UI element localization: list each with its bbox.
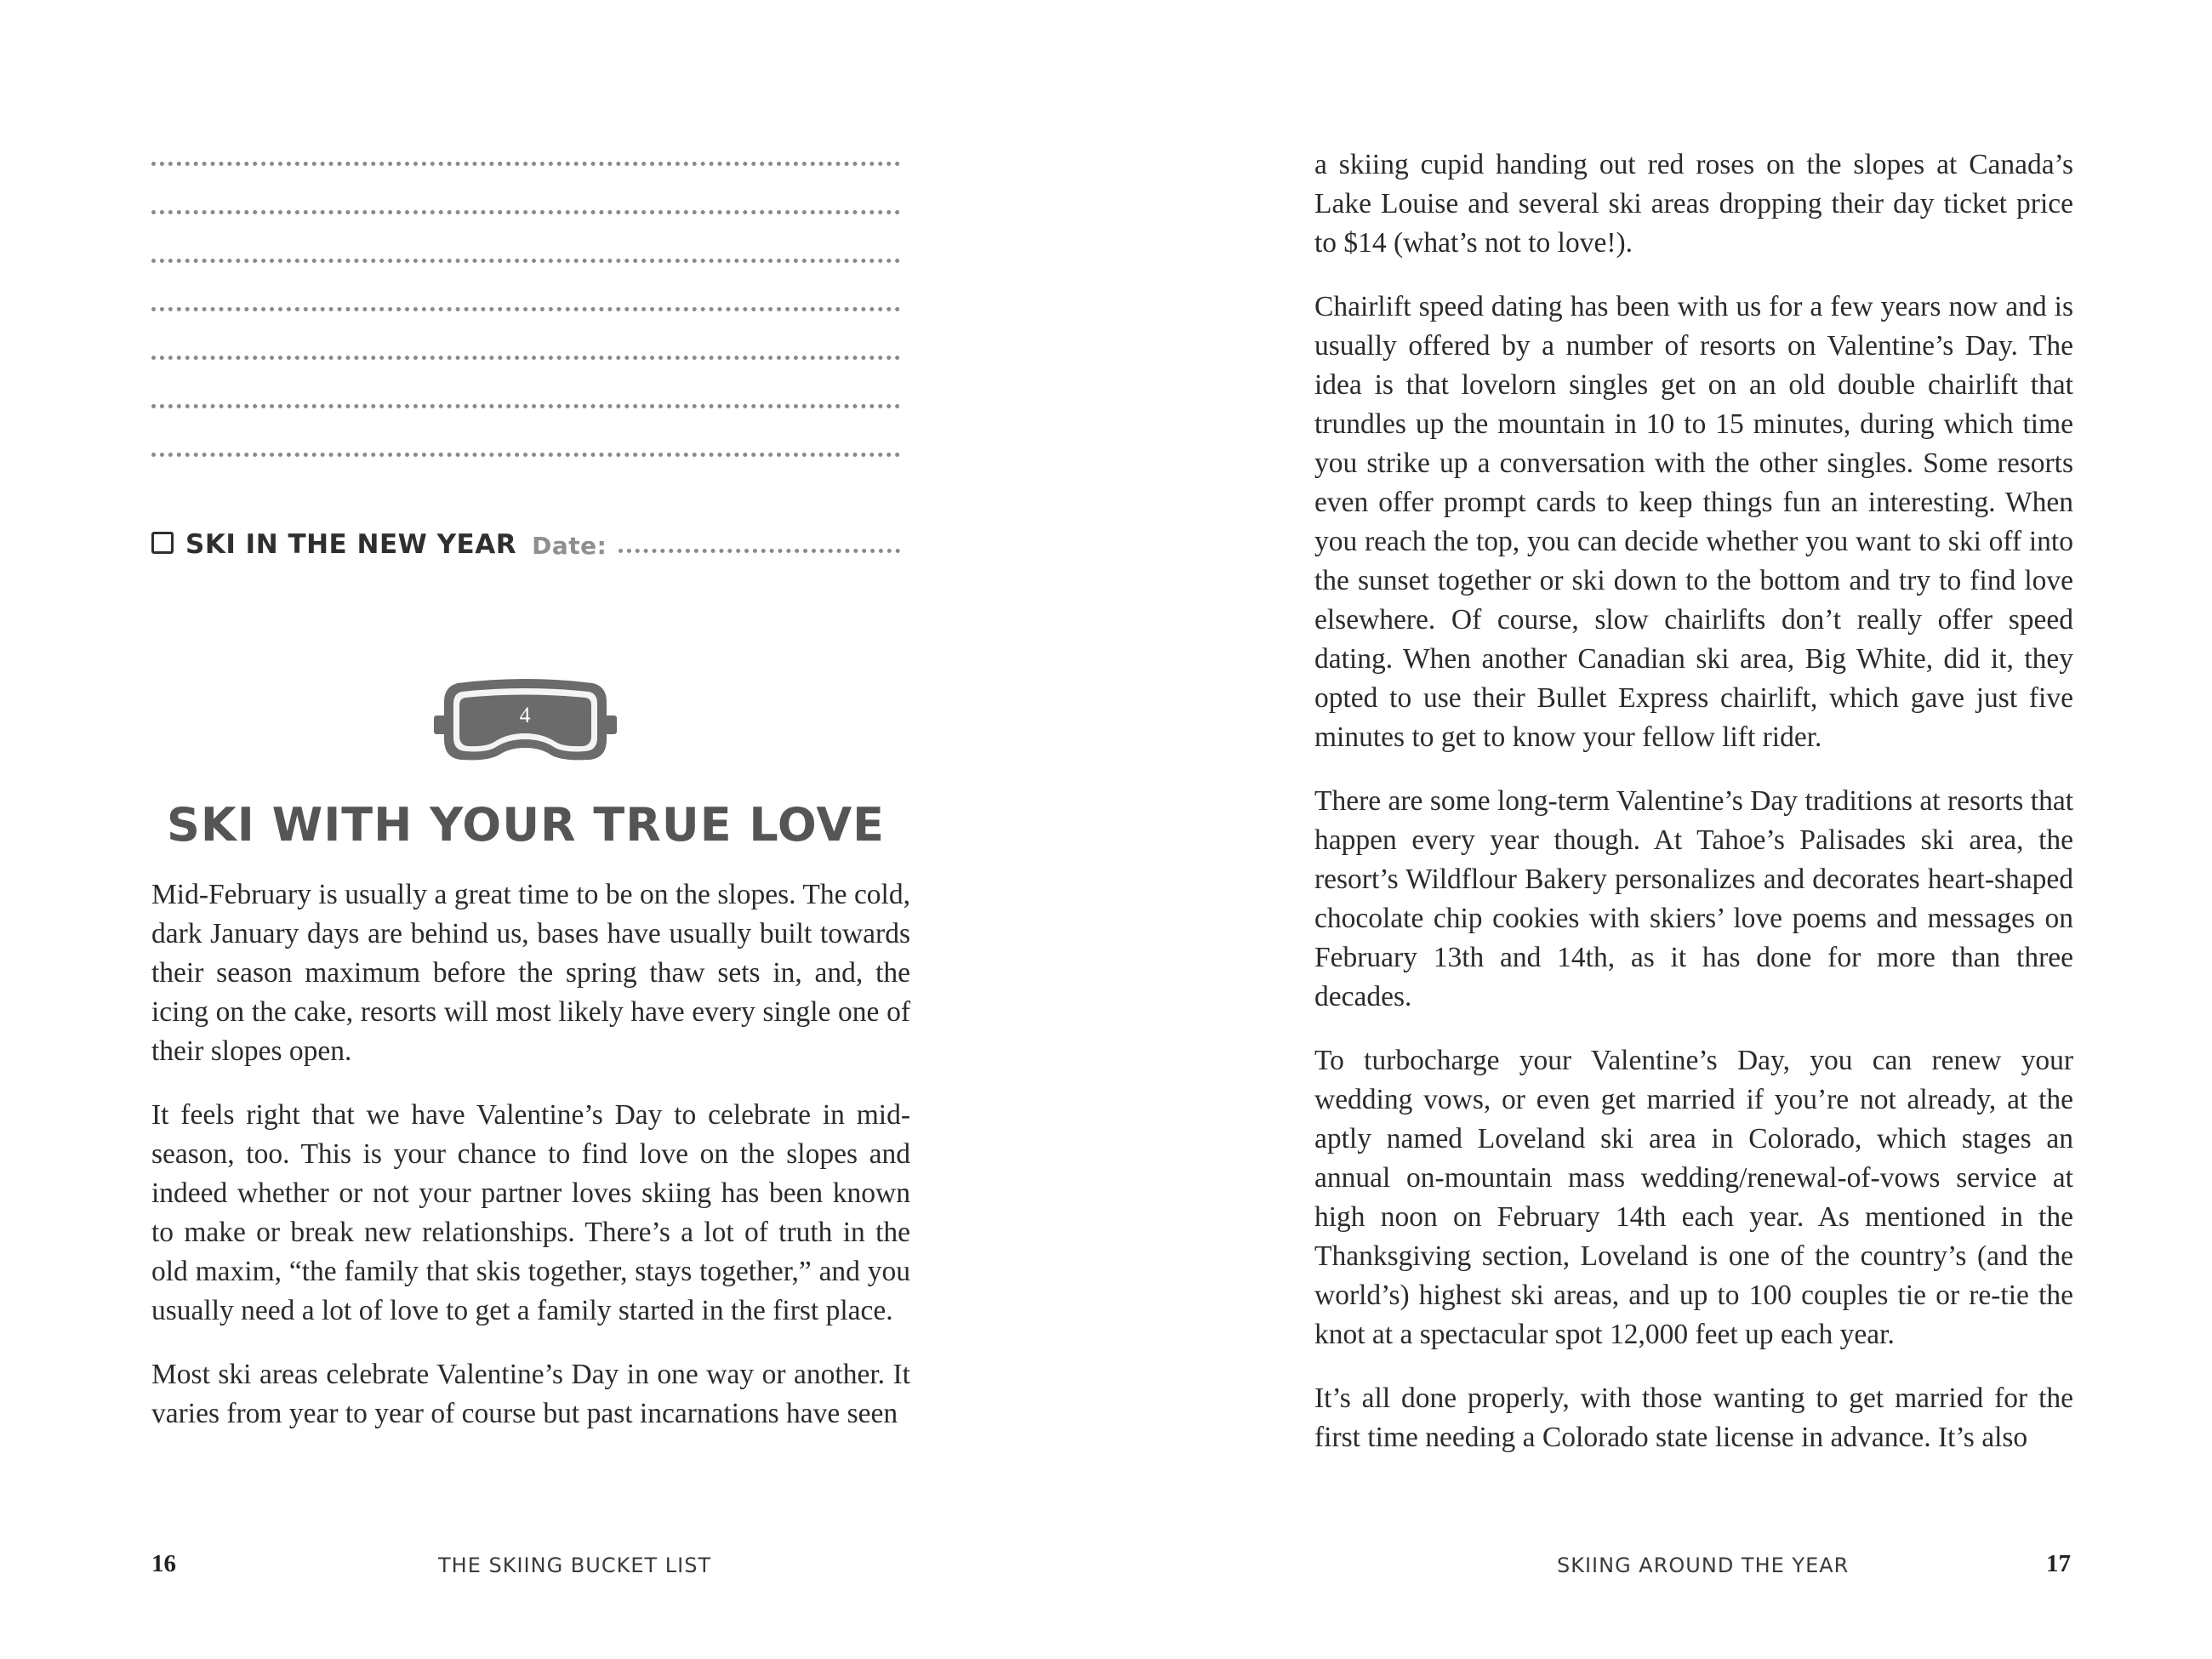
running-head: THE SKIING BUCKET LIST xyxy=(438,1554,712,1577)
paragraph: Mid-February is usually a great time to be on the slopes. The cold, dark January days are behind us, bases have usually built towards their season maximum before the spring thaw sets in, and, the icing on the cake, resorts will most likely have every single one of their slopes open. xyxy=(151,879,910,1067)
date-label: Date: xyxy=(532,532,607,560)
notes-line xyxy=(151,210,900,214)
paragraph: To turbocharge your Valentine’s Day, you can renew your wedding vows, or even get married if you’re not already, at the aptly named Loveland ski area in Colorado, which stages an annual on-mountain mass wedding/renewal-of-vows service at high noon on February 14th each year. As mentioned in the Thanksgiving section, Loveland is one of the country’s (and the world’s) highest ski areas, and up to 100 couples tie or re-tie the knot at a spectacular spot 12,000 feet up each year. xyxy=(1314,1045,2073,1350)
checklist-item xyxy=(151,522,900,560)
page-number: 16 xyxy=(151,1550,176,1577)
notes-line xyxy=(151,404,900,408)
paragraph: a skiing cupid handing out red roses on the slopes at Canada’s Lake Louise and several ski areas dropping their day ticket price to $14 (what’s not to love!). xyxy=(1314,149,2073,259)
body-text xyxy=(151,875,910,1458)
body-text xyxy=(1314,145,2073,1482)
section-title: SKI WITH YOUR TRUE LOVE xyxy=(167,798,885,852)
paragraph: Most ski areas celebrate Valentine’s Day in one way or another. It varies from year to year of course but past incarnations have seen xyxy=(151,1359,910,1429)
goggle-icon xyxy=(434,676,617,772)
date-field-line xyxy=(619,549,900,553)
entry-number: 4 xyxy=(519,703,531,727)
checkbox-icon[interactable] xyxy=(151,532,174,554)
notes-line xyxy=(151,259,900,263)
checklist-label: SKI IN THE NEW YEAR xyxy=(185,529,517,560)
running-head: SKIING AROUND THE YEAR xyxy=(1557,1554,1850,1577)
paragraph: Chairlift speed dating has been with us for a few years now and is usually offered by a number of resorts on Valentine’s Day. The idea is that lovelorn singles get on an old double chairlift that trundles up the mountain in 10 to 15 minutes, during which time you strike up a conversation with the other singles. Some resorts even offer prompt cards to keep things fun an interesting. When you reach the top, you can decide whether you want to ski off into the sunset together or ski down to the bottom and try to find love elsewhere. Of course, slow chairlifts don’t really offer speed dating. When another Canadian ski area, Big White, did it, they opted to use their Bullet Express chairlift, which gave just five minutes to get to know your fellow lift rider. xyxy=(1314,291,2073,753)
paragraph: It feels right that we have Valentine’s Day to celebrate in mid-season, too. This is your chance to find love on the slopes and indeed whether or not your partner loves skiing has been known to make or break new relationships. There’s a lot of truth in the old maxim, “the family that skis together, stays together,” and you usually need a lot of love to get a family started in the first place. xyxy=(151,1099,910,1326)
right-page xyxy=(1106,0,2212,1659)
paragraph: It’s all done properly, with those wanting to get married for the first time needing a Colorado state license in advance. It’s also xyxy=(1314,1382,2073,1453)
notes-line xyxy=(151,453,900,457)
notes-line xyxy=(151,356,900,360)
paragraph: There are some long-term Valentine’s Day traditions at resorts that happen every year though. At Tahoe’s Palisades ski area, the resort’s Wildflour Bakery personalizes and decorates heart-shaped chocolate chip cookies with skiers’ love poems and messages on February 13th and 14th, as it has done for more than three decades. xyxy=(1314,785,2073,1012)
notes-line xyxy=(151,162,900,166)
notes-line xyxy=(151,307,900,311)
page-number: 17 xyxy=(2046,1550,2071,1577)
